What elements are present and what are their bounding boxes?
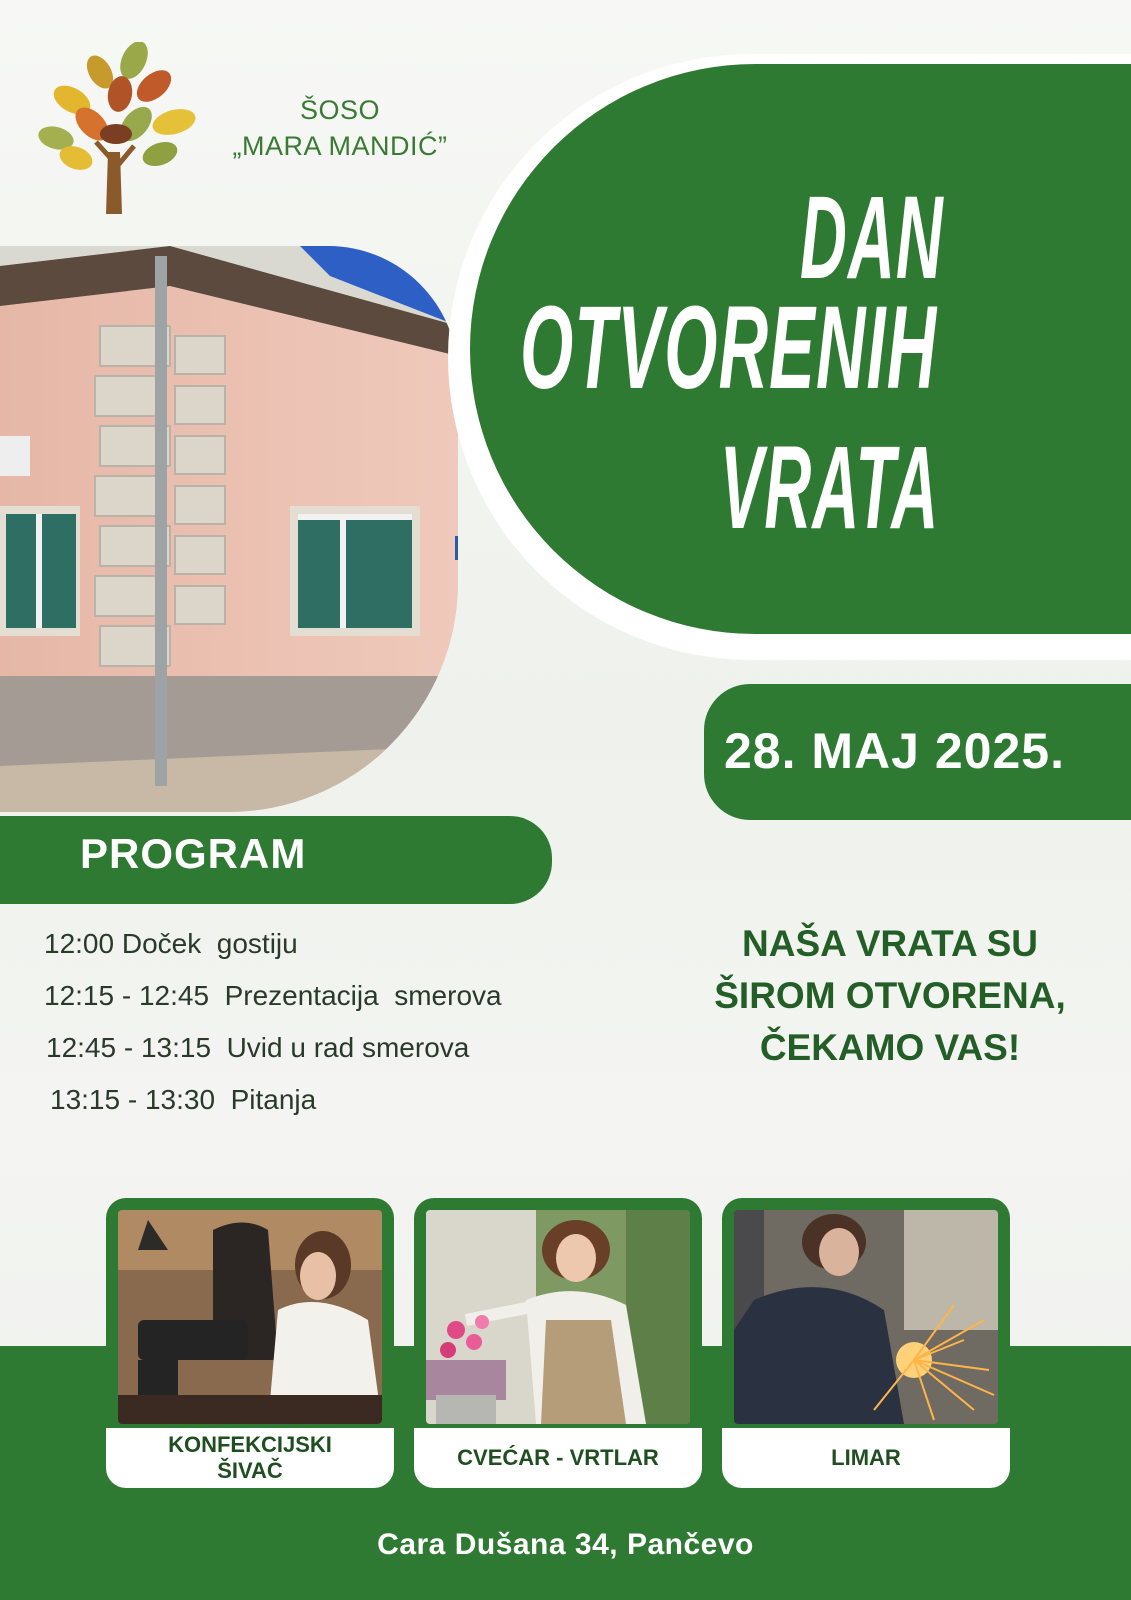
tailor-photo — [118, 1210, 382, 1424]
invitation-line-2: ŠIROM OTVORENA, — [714, 975, 1066, 1016]
program-card-florist — [414, 1198, 702, 1488]
school-building-photo — [0, 246, 458, 812]
card-label — [106, 1428, 394, 1488]
school-address: Cara Dušana 34, Pančevo — [377, 1528, 754, 1561]
school-name — [190, 92, 490, 164]
card-label-line2: ŠIVAČ — [217, 1458, 283, 1483]
tinsmith-photo — [734, 1210, 998, 1424]
program-card-tinsmith — [722, 1198, 1010, 1488]
tree-logo-icon — [36, 42, 196, 214]
card-label-line1: LIMAR — [831, 1445, 901, 1470]
card-label-line1: CVEĆAR - VRTLAR — [457, 1445, 659, 1470]
program-item: 12:00 Doček gostiju — [44, 928, 298, 959]
program-item: 12:15 - 12:45 Prezentacija smerova — [44, 980, 502, 1011]
florist-photo — [426, 1210, 690, 1424]
invitation-text — [680, 918, 1100, 1074]
program-item: 13:15 - 13:30 Pitanja — [50, 1084, 317, 1115]
program-card-tailor — [106, 1198, 394, 1488]
title-line-3: VRATA — [720, 422, 940, 554]
event-date: 28. MAJ 2025. — [724, 723, 1065, 779]
title-line-1: DAN — [800, 172, 944, 304]
card-label — [414, 1428, 702, 1488]
invitation-line-3: ČEKAMO VAS! — [759, 1027, 1021, 1068]
card-label — [722, 1428, 1010, 1488]
title-line-2: OTVORENIH — [520, 282, 938, 414]
program-heading: PROGRAM — [80, 830, 307, 877]
invitation-line-1: NAŠA VRATA SU — [742, 923, 1038, 964]
card-label-line1: KONFEKCIJSKI — [168, 1432, 332, 1457]
school-name-line1: ŠOSO — [299, 95, 381, 125]
school-name-line2: „MARA MANDIĆ” — [232, 131, 448, 161]
program-item: 12:45 - 13:15 Uvid u rad smerova — [46, 1032, 470, 1063]
